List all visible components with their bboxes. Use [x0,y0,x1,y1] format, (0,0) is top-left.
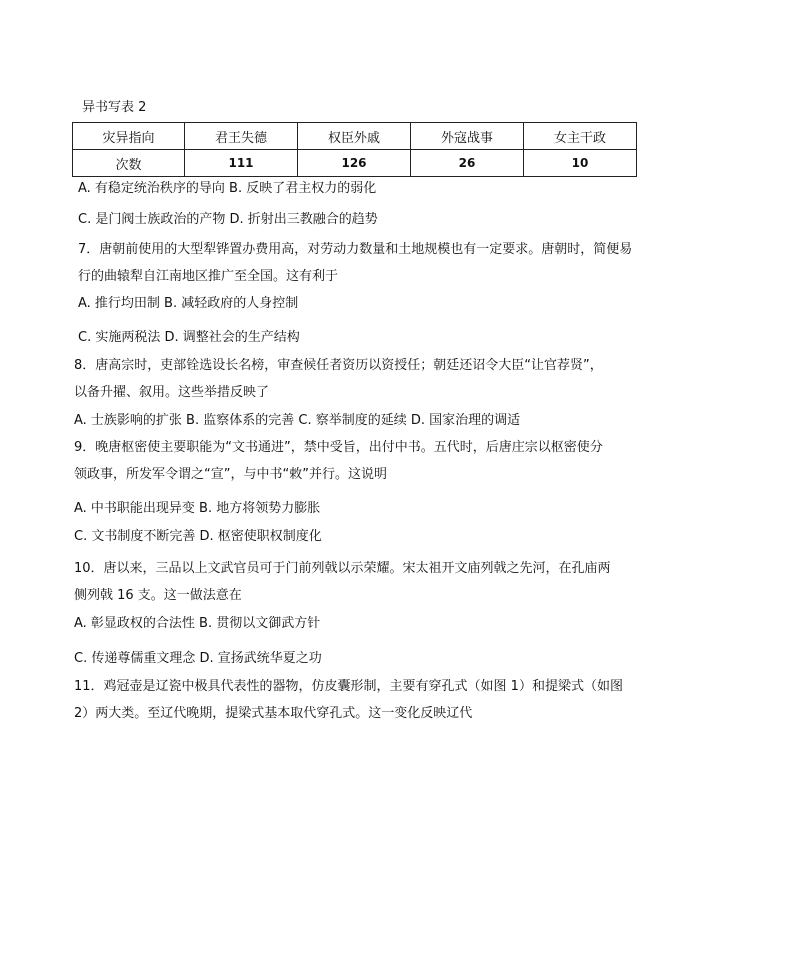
table-header-cell: 外寇战事 [411,123,524,150]
table-row [73,150,637,177]
question-8-text: 以备升擢、叙用。这些举措反映了 [74,385,270,400]
question-11-text: 2）两大类。至辽代晚期，提梁式基本取代穿孔式。这一变化反映辽代 [74,706,473,721]
table-cell: 10 [524,150,637,177]
table-header-cell: 权臣外戚 [298,123,411,150]
option-line: A. 士族影响的扩张 B. 监察体系的完善 C. 察举制度的延续 D. 国家治理的调适 [74,413,521,428]
question-8-text: 8．唐高宗时，吏部铨选设长名榜，审查候任者资历以资授任；朝廷还诏令大臣“让官荐贤”， [74,358,603,373]
option-line: A. 彰显政权的合法性 B. 贯彻以文御武方针 [74,616,321,631]
question-11-text: 11．鸡冠壶是辽瓷中极具代表性的器物，仿皮囊形制，主要有穿孔式（如图 1）和提梁式（如图 [74,679,623,694]
question-10-text: 侧列戟 16 支。这一做法意在 [74,588,242,603]
table-cell: 111 [185,150,298,177]
disaster-table [72,122,637,177]
option-line: C. 文书制度不断完善 D. 枢密使职权制度化 [74,529,322,544]
question-7-text: 行的曲辕犁自江南地区推广至全国。这有利于 [78,269,339,284]
option-line: A. 中书职能出现异变 B. 地方将领势力膨胀 [74,501,321,516]
table-cell: 126 [298,150,411,177]
table-header-cell: 灾异指向 [73,123,185,150]
option-line: A. 有稳定统治秩序的导向 B. 反映了君主权力的弱化 [78,181,377,196]
option-line: C. 是门阀士族政治的产物 D. 折射出三教融合的趋势 [78,212,378,227]
table-header-cell: 君王失德 [185,123,298,150]
question-10-text: 10．唐以来，三品以上文武官员可于门前列戟以示荣耀。宋太祖开文庙列戟之先河，在孔庙两 [74,561,611,576]
option-line: C. 实施两税法 D. 调整社会的生产结构 [78,330,300,345]
table-header-row [73,123,637,150]
question-9-text: 领政事，所发军令谓之“宣”，与中书“敕”并行。这说明 [74,467,387,482]
option-line: C. 传递尊儒重文理念 D. 宣扬武统华夏之功 [74,651,322,666]
question-7-text: 7．唐朝前使用的大型犁铧置办费用高，对劳动力数量和土地规模也有一定要求。唐朝时，简便易 [78,242,633,257]
table-caption: 异书写表 2 [82,100,147,115]
question-9-text: 9．晚唐枢密使主要职能为“文书通进”，禁中受旨，出付中书。五代时，后唐庄宗以枢密使分 [74,440,603,455]
option-line: A. 推行均田制 B. 减轻政府的人身控制 [78,296,299,311]
table-cell: 26 [411,150,524,177]
table-cell: 次数 [73,150,185,177]
table-header-cell: 女主干政 [524,123,637,150]
